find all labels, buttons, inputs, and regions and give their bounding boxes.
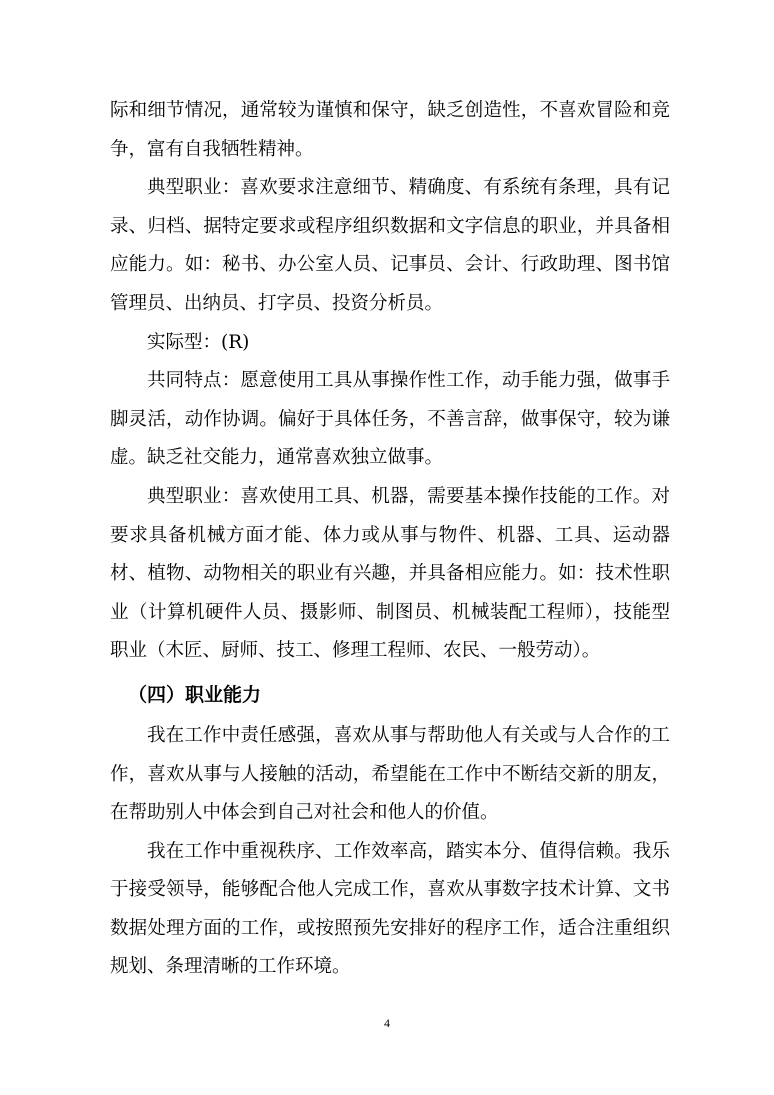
paragraph-continuation: 际和细节情况，通常较为谨慎和保守，缺乏创造性，不喜欢冒险和竞争，富有自我牺牲精神。: [110, 100, 670, 160]
document-body: [110, 92, 670, 987]
page-number: 4: [384, 1016, 390, 1030]
paragraph-ability-2: 我在工作中重视秩序、工作效率高，踏实本分、值得信赖。我乐于接受领导，能够配合他人完成工作，喜欢从事数字技术计算、文书数据处理方面的工作，或按照预先安排好的程序工作，适合注重组织规划、条理清晰的工作环境。: [110, 840, 670, 978]
paragraph-typical-occupation-conventional: 典型职业：喜欢要求注意细节、精确度、有系统有条理，具有记录、归档、据特定要求或程序组织数据和文字信息的职业，并具备相应能力。如：秘书、办公室人员、记事员、会计、行政助理、图书馆管理员、出纳员、打字员、投资分析员。: [110, 177, 670, 314]
paragraph-common-traits: 共同特点：愿意使用工具从事操作性工作，动手能力强，做事手脚灵活，动作协调。偏好于具体任务，不善言辞，做事保守，较为谦虚。缺乏社交能力，通常喜欢独立做事。: [110, 370, 670, 469]
paragraph-ability-1: 我在工作中责任感强，喜欢从事与帮助他人有关或与人合作的工作，喜欢从事与人接触的活动，希望能在工作中不断结交新的朋友，在帮助别人中体会到自己对社会和他人的价值。: [110, 724, 670, 824]
paragraph-typical-occupation-realistic: 典型职业：喜欢使用工具、机器，需要基本操作技能的工作。对要求具备机械方面才能、体力或从事与物件、机器、工具、运动器材、植物、动物相关的职业有兴趣，并具备相应能力。如：技术性职业（计算机硬件人员、摄影师、制图员、机械装配工程师），技能型职业（木匠、厨师、技工、修理工程师、农民、一般劳动）。: [110, 485, 670, 662]
paragraph-realistic-type-label: 实际型：(R): [147, 331, 250, 353]
section-heading: （四）职业能力: [128, 683, 262, 706]
